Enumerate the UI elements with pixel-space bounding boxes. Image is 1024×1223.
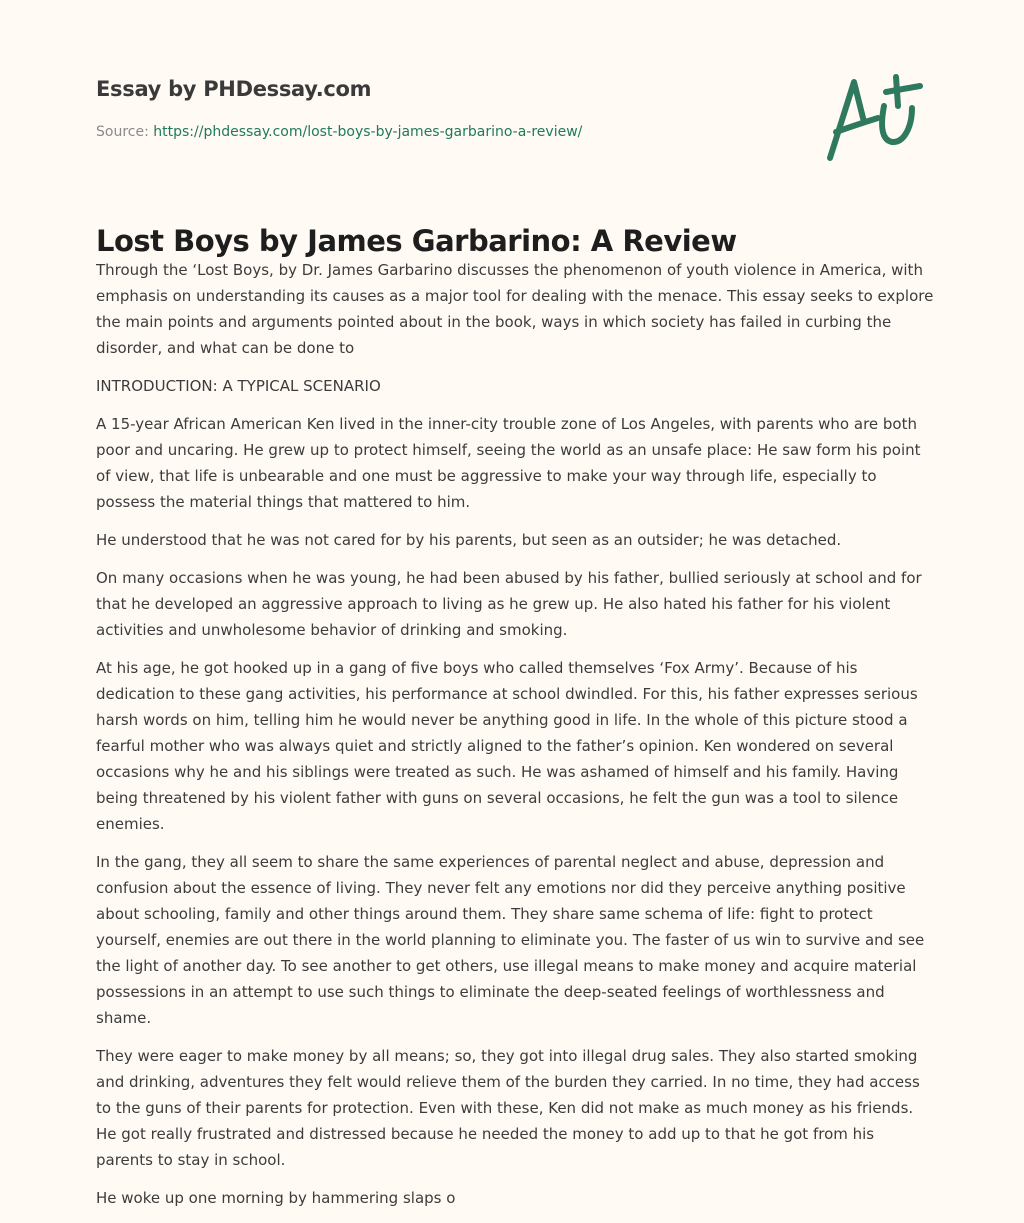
paragraph-truncated: He woke up one morning by hammering slaps o [96,1189,456,1207]
article-title: Lost Boys by James Garbarino: A Review [96,224,737,258]
source-link[interactable]: https://phdessay.com/lost-boys-by-james-garbarino-a-review/ [153,124,583,140]
brand-title: Essay by PHDessay.com [96,77,372,101]
paragraph: He understood that he was not cared for by his parents, but seen as an outsider; he was detached. [96,531,842,549]
section-heading: INTRODUCTION: A TYPICAL SCENARIO [96,377,381,395]
paragraph: They were eager to make money by all means; so, they got into illegal drug sales. They also started smoking and drinking, adventures they felt would relieve them of the burden they carried. In no time, they had access to the guns of their parents for protection. Even with these, Ken did not make as much money as his friends. He got really frustrated and distressed because he needed the money to add up to that he got from his parents to stay in school. [96,1047,920,1169]
paragraph: Through the ‘Lost Boys, by Dr. James Garbarino discusses the phenomenon of youth violence in America, with emphasis on understanding its causes as a major tool for dealing with the menace. This essay seeks to explore the main points and arguments pointed about in the book, ways in which society has failed in curbing the disorder, and what can be done to [96,261,934,357]
paragraph: A 15-year African American Ken lived in the inner-city trouble zone of Los Angeles, with parents who are both poor and uncaring. He grew up to protect himself, seeing the world as an unsafe place: He saw form his point of view, that life is unbearable and one must be aggressive to make your way through life, especially to possess the material things that mattered to him. [96,415,921,511]
source-line [96,124,582,140]
paragraph: At his age, he got hooked up in a gang of five boys who called themselves ‘Fox Army’. Because of his dedication to these gang activities, his performance at school dwindled. For this, his father expresses serious harsh words on him, telling him he would never be anything good in life. In the whole of this picture stood a fearful mother who was always quiet and strictly aligned to the father’s opinion. Ken wondered on several occasions why he and his siblings were treated as such. He was ashamed of himself and his family. Having being threatened by his violent father with guns on several occasions, he felt the gun was a tool to silence enemies. [96,659,918,833]
paragraph: On many occasions when he was young, he had been abused by his father, bullied seriously at school and for that he developed an aggressive approach to living as he grew up. He also hated his father for his violent activities and unwholesome behavior of drinking and smoking. [96,569,922,639]
a-plus-logo-icon [820,72,930,167]
article-body [96,257,934,1223]
paragraph: In the gang, they all seem to share the same experiences of parental neglect and abuse, depression and confusion about the essence of living. They never felt any emotions nor did they perceive anything positive about schooling, family and other things around them. They share same schema of life: fight to protect yourself, enemies are out there in the world planning to eliminate you. The faster of us win to survive and see the light of another day. To see another to get others, use illegal means to make money and acquire material possessions in an attempt to use such things to eliminate the deep-seated feelings of worthlessness and shame. [96,853,925,1027]
source-label: Source: [96,124,149,140]
